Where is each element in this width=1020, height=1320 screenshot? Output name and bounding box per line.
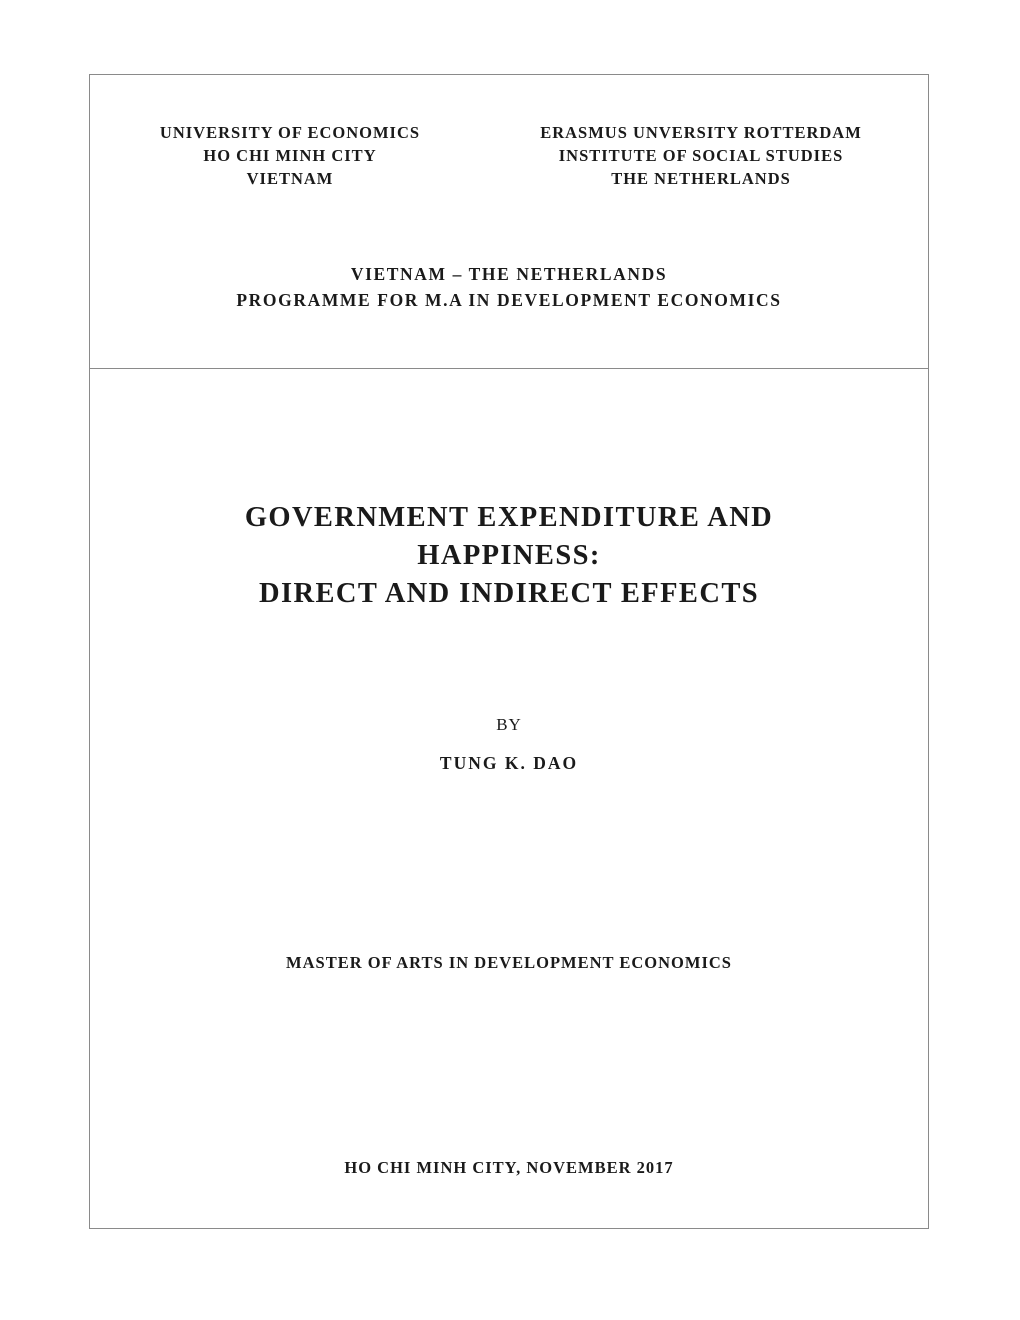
programme-line: PROGRAMME FOR M.A IN DEVELOPMENT ECONOMICS xyxy=(236,290,782,310)
thesis-title xyxy=(90,499,928,613)
institution-right-line: ERASMUS UNVERSITY ROTTERDAM xyxy=(540,123,862,142)
thesis-title-line: HAPPINESS: xyxy=(417,540,601,571)
title-page-frame xyxy=(89,74,929,1229)
author-name: TUNG K. DAO xyxy=(439,753,579,773)
institution-left-line: VIETNAM xyxy=(246,169,334,188)
institution-left-line: HO CHI MINH CITY xyxy=(203,146,377,165)
institution-right-line: THE NETHERLANDS xyxy=(611,169,791,188)
by-label: BY xyxy=(496,715,522,734)
institution-left-line: UNIVERSITY OF ECONOMICS xyxy=(159,123,421,142)
place-and-date: HO CHI MINH CITY, NOVEMBER 2017 xyxy=(344,1158,674,1177)
thesis-title-line: DIRECT AND INDIRECT EFFECTS xyxy=(259,578,759,609)
header-section xyxy=(90,75,928,369)
institution-right-line: INSTITUTE OF SOCIAL STUDIES xyxy=(558,146,844,165)
institution-right xyxy=(516,121,886,190)
institution-left xyxy=(140,121,440,190)
degree-name: MASTER OF ARTS IN DEVELOPMENT ECONOMICS xyxy=(286,953,732,972)
thesis-title-line: GOVERNMENT EXPENDITURE AND xyxy=(244,502,774,533)
programme-heading xyxy=(90,261,928,313)
programme-line: VIETNAM – THE NETHERLANDS xyxy=(350,264,668,284)
